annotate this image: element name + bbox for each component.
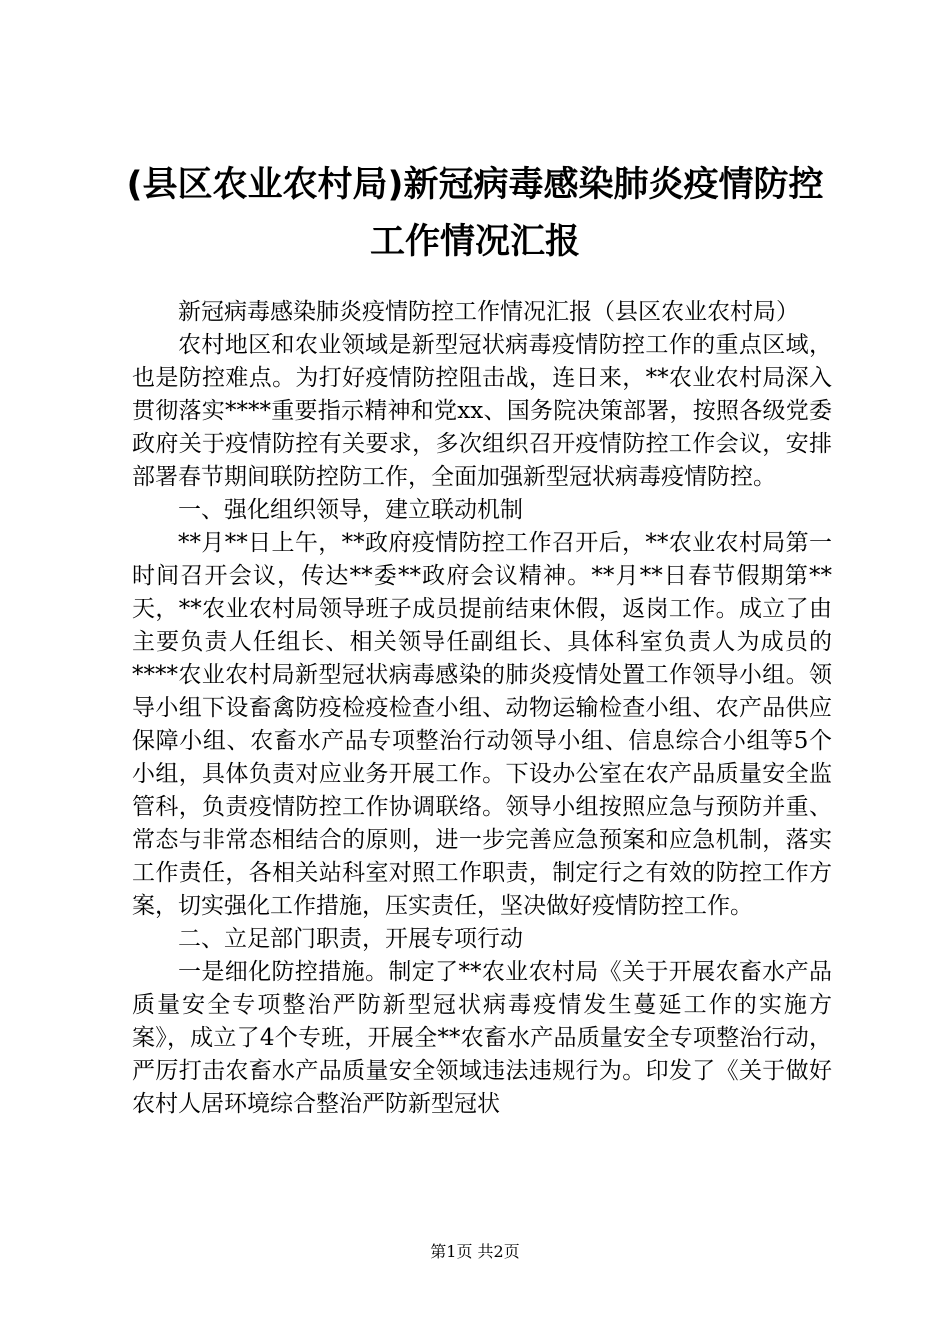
document-body <box>132 296 832 1121</box>
document-title-line-2: 工作情况汇报 <box>369 222 580 262</box>
page-footer: 第1页 共2页 <box>430 1242 520 1261</box>
section-heading-2: 二、立足部门职责，开展专项行动 <box>178 926 523 952</box>
paragraph-intro: 农村地区和农业领域是新型冠状病毒疫情防控工作的重点区域，也是防控难点。为打好疫情防控阻击战，连日来，**农业农村局深入贯彻落实****重要指示精神和党xx、国务院决策部署，按照各级党委政府关于疫情防控有关要求，多次组织召开疫情防控工作会议，安排部署春节期间联防控防工作，全面加强新型冠状病毒疫情防控。 <box>132 332 832 490</box>
section-heading-1: 一、强化组织领导，建立联动机制 <box>178 497 523 523</box>
document-title-line-1: (县区农业农村局)新冠病毒感染肺炎疫情防控 <box>126 165 824 205</box>
paragraph-subtitle: 新冠病毒感染肺炎疫情防控工作情况汇报（县区农业农村局） <box>178 299 799 325</box>
paragraph-section-1: **月**日上午，**政府疫情防控工作召开后，**农业农村局第一时间召开会议，传达**委**政府会议精神。**月**日春节假期第**天，**农业农村局领导班子成员提前结束休假，返岗工作。成立了由主要负责人任组长、相关领导任副组长、具体科室负责人为成员的****农业农村局新型冠状病毒感染的肺炎疫情处置工作领导小组。领导小组下设畜禽防疫检疫检查小组、动物运输检查小组、农产品供应保障小组、农畜水产品专项整治行动领导小组、信息综合小组等5个小组，具体负责对应业务开展工作。下设办公室在农产品质量安全监管科，负责疫情防控工作协调联络。领导小组按照应急与预防并重、常态与非常态相结合的原则，进一步完善应急预案和应急机制，落实工作责任，各相关站科室对照工作职责，制定行之有效的防控工作方案，切实强化工作措施，压实责任，坚决做好疫情防控工作。 <box>132 530 832 919</box>
paragraph-section-2: 一是细化防控措施。制定了**农业农村局《关于开展农畜水产品质量安全专项整治严防新型冠状病毒疫情发生蔓延工作的实施方案》，成立了4个专班，开展全**农畜水产品质量安全专项整治行动，严厉打击农畜水产品质量安全领域违法违规行为。印发了《关于做好农村人居环境综合整治严防新型冠状 <box>132 959 832 1117</box>
